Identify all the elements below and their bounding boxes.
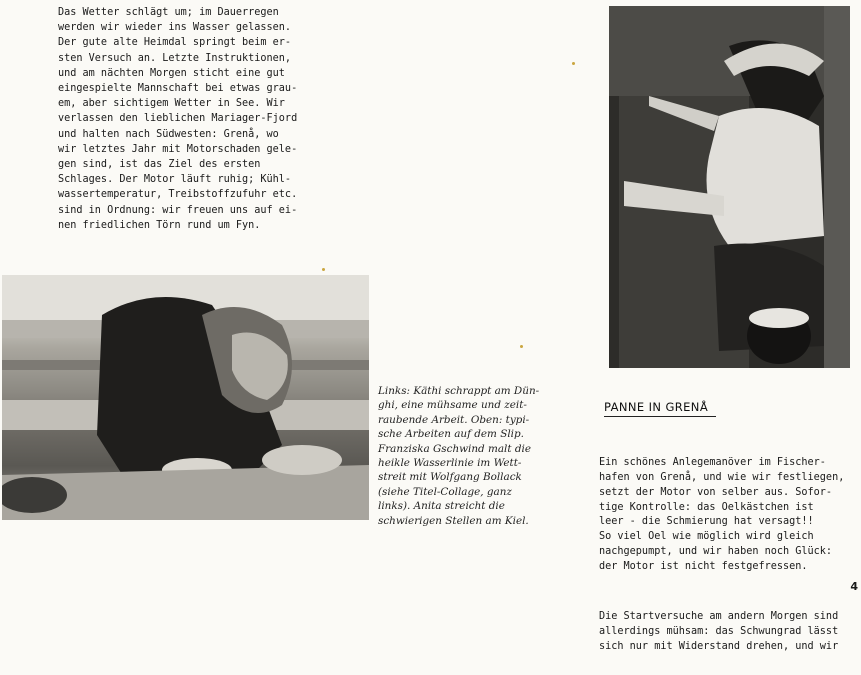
section-heading: PANNE IN GRENÅ — [604, 400, 709, 414]
paper-speck — [520, 345, 523, 348]
section-paragraph: Die Startversuche am andern Morgen sind allerdings mühsam: das Schwungrad lässt sich nur mit Widerstand drehen, und wir — [599, 610, 839, 652]
section-body — [599, 426, 857, 675]
photo-caption: Links: Käthi schrappt am Dün- ghi, eine mühsame und zeit- raubende Arbeit. Oben: typi- sche Arbeiten auf dem Slip. Franziska Gschwind malt die heikle Wasserlinie im Wett- streit mit Wolfgang Bollack (siehe Titel-Collage, ganz links). Anita streicht die schwierigen Stellen am Kiel. — [378, 385, 540, 527]
photo-scraping-dinghy-image — [2, 275, 369, 520]
section-paragraph: Ein schönes Anlegemanöver im Fischer- hafen von Grenå, und wie wir festliegen, setzt der Motor von selber aus. Sofor- tige Kontrolle: das Oelkästchen ist leer - die Schmierung hat versagt!! So viel Oel wie möglich wird gleich nachgepumpt, und wir haben noch Glück: der Motor ist nicht festgefressen. — [599, 456, 845, 573]
photo-painting-waterline-image — [609, 6, 850, 368]
photo-scraping-dinghy — [2, 275, 369, 520]
paper-speck — [572, 62, 575, 65]
photo-painting-waterline — [609, 6, 850, 368]
paper-speck — [322, 268, 325, 271]
heading-underline — [604, 416, 716, 417]
page-number: 4 — [850, 580, 858, 593]
intro-paragraph: Das Wetter schlägt um; im Dauerregen werden wir wieder ins Wasser gelassen. Der gute alte Heimdal springt beim er- sten Versuch an. Letzte Instruktionen, und am nächten Morgen sticht eine gut eingespielte Mannschaft bei etwas grau- em, aber sichtigem Wetter in See. Wir verlassen den lieblichen Mariager-Fjord und halten nach Südwesten: Grenå, wo wir letztes Jahr mit Motorschaden gele- gen sind, ist das Ziel des ersten Schlages. Der Motor läuft ruhig; Kühl- wassertemperatur, Treibstoffzufuhr etc. sind in Ordnung: wir freuen uns auf ei- nen friedlichen Törn rund um Fyn. — [58, 7, 298, 231]
